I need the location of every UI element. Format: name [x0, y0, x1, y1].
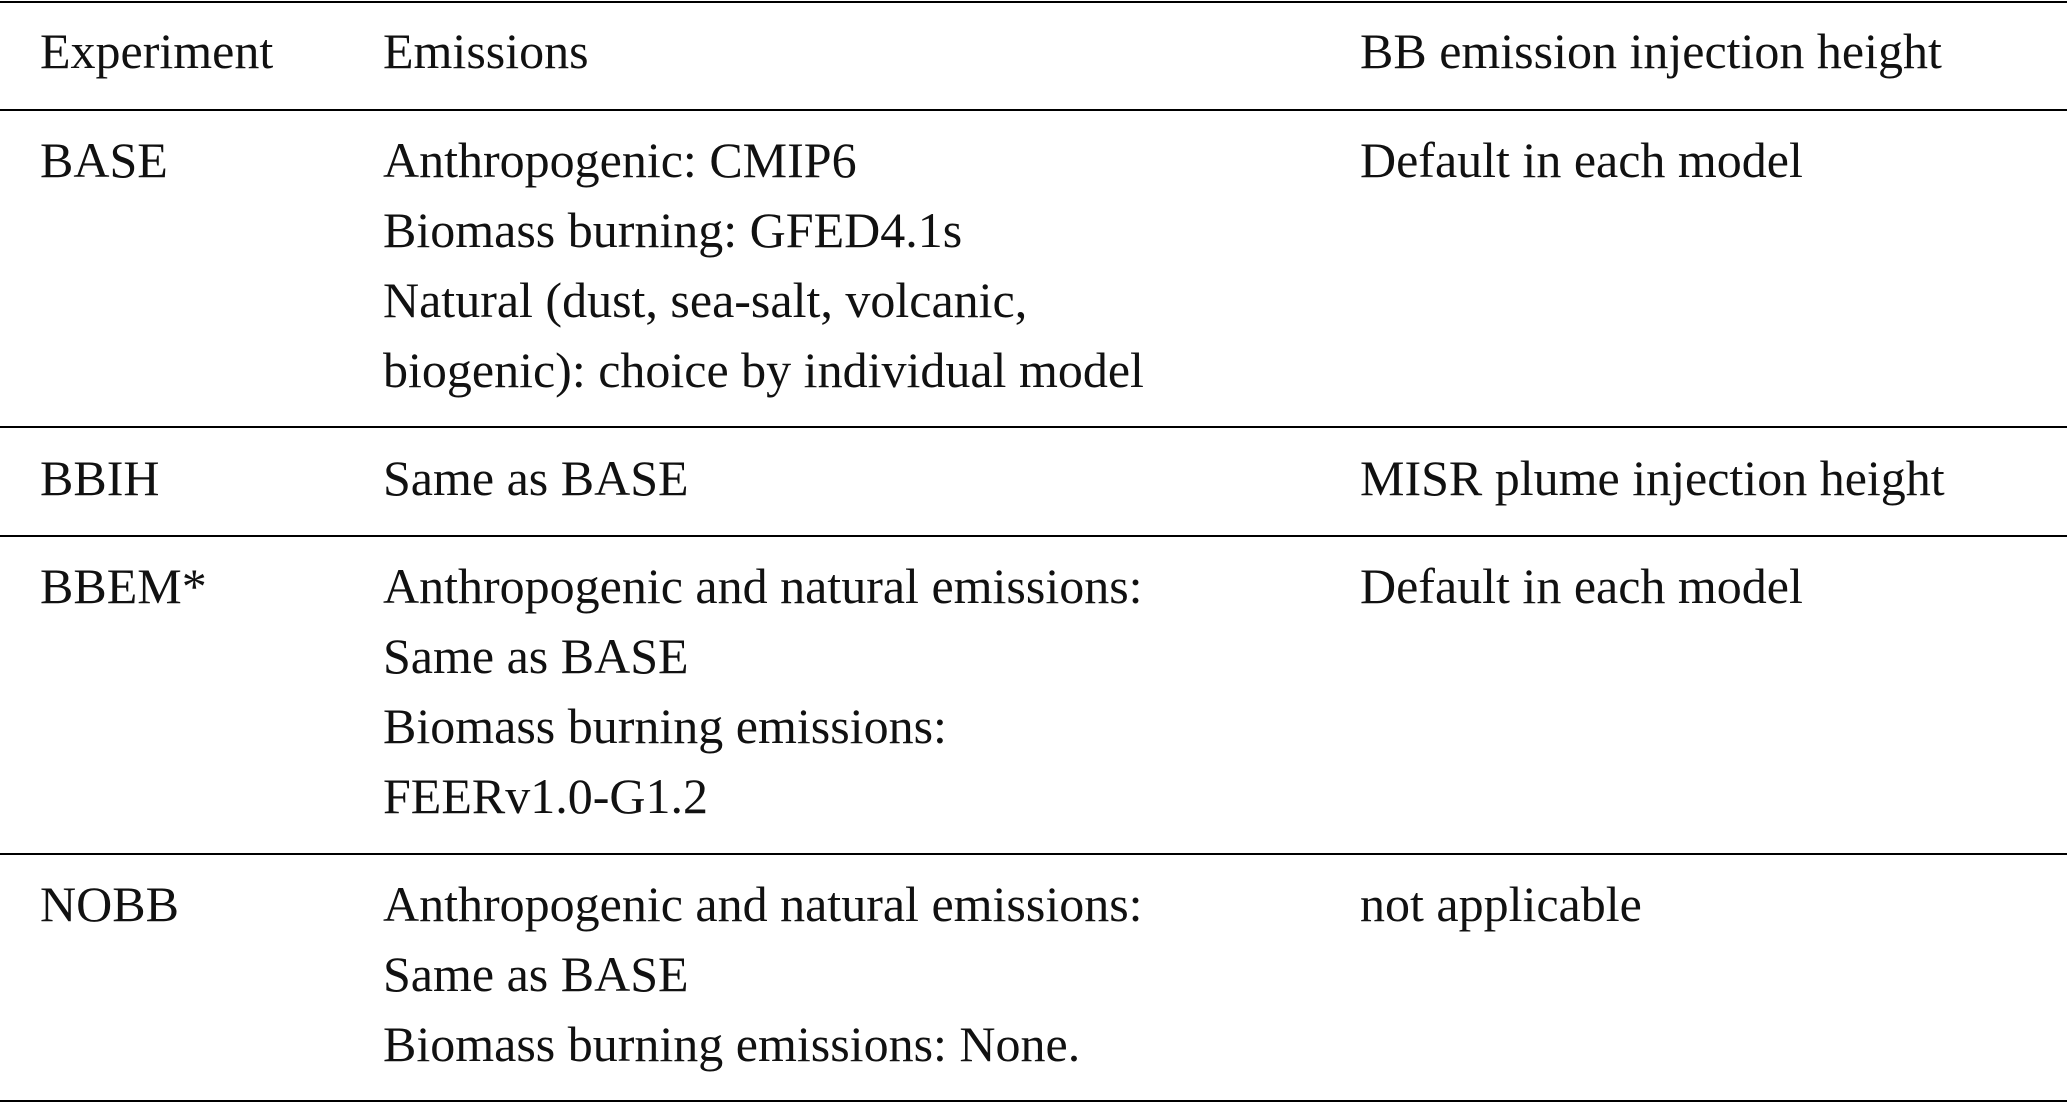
row-bbih-injection-height: MISR plume injection height — [1360, 450, 1945, 506]
row-rule — [0, 853, 2067, 855]
row-bbem-experiment: BBEM* — [40, 558, 207, 614]
row-nobb-injection-height: not applicable — [1360, 876, 1642, 932]
row-rule — [0, 426, 2067, 428]
row-nobb-emissions-line-1: Anthropogenic and natural emissions: — [383, 876, 1143, 932]
row-bbem-injection-height: Default in each model — [1360, 558, 1803, 614]
row-base-injection-height: Default in each model — [1360, 132, 1803, 188]
row-base-experiment: BASE — [40, 132, 168, 188]
row-bbem-emissions-line-2: Same as BASE — [383, 628, 689, 684]
row-rule — [0, 535, 2067, 537]
row-base-emissions-line-3: Natural (dust, sea-salt, volcanic, — [383, 272, 1028, 328]
row-nobb-experiment: NOBB — [40, 876, 179, 932]
row-base-emissions-line-1: Anthropogenic: CMIP6 — [383, 132, 857, 188]
row-bbih-experiment: BBIH — [40, 450, 160, 506]
row-bbem-emissions-line-1: Anthropogenic and natural emissions: — [383, 558, 1143, 614]
header-rule — [0, 109, 2067, 111]
top-rule — [0, 1, 2067, 3]
row-base-emissions-line-4: biogenic): choice by individual model — [383, 342, 1144, 398]
row-base-emissions-line-2: Biomass burning: GFED4.1s — [383, 202, 963, 258]
row-bbih-emissions-line-1: Same as BASE — [383, 450, 689, 506]
row-bbem-emissions-line-3: Biomass burning emissions: — [383, 698, 947, 754]
row-bbem-emissions-line-4: FEERv1.0-G1.2 — [383, 768, 708, 824]
header-emissions: Emissions — [383, 23, 589, 79]
bottom-rule — [0, 1100, 2067, 1102]
row-nobb-emissions-line-2: Same as BASE — [383, 946, 689, 1002]
header-injection-height: BB emission injection height — [1360, 23, 1942, 79]
row-nobb-emissions-line-3: Biomass burning emissions: None. — [383, 1016, 1081, 1072]
header-experiment: Experiment — [40, 23, 274, 79]
